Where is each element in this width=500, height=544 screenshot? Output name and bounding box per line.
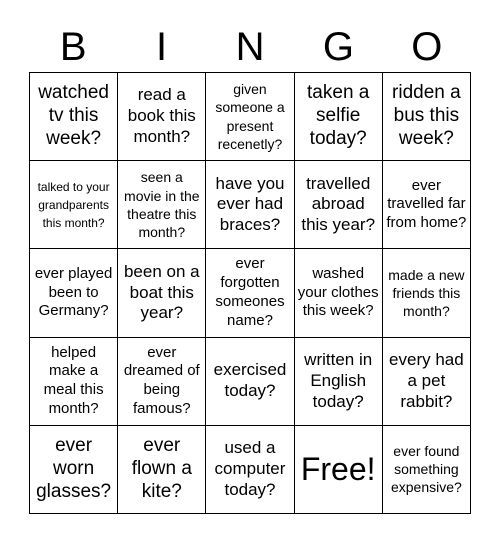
bingo-grid — [29, 72, 471, 514]
cell-text: talked to your grandparents this month? — [37, 179, 110, 230]
bingo-cell[interactable] — [295, 249, 383, 337]
bingo-cell[interactable] — [206, 249, 294, 337]
bingo-cell[interactable] — [118, 161, 206, 249]
bingo-cell[interactable] — [118, 73, 206, 161]
bingo-cell[interactable] — [206, 338, 294, 426]
cell-text: read a book this month? — [127, 85, 196, 146]
cell-text: watched tv this week? — [38, 82, 109, 149]
bingo-cell[interactable] — [206, 426, 294, 514]
bingo-cell[interactable] — [383, 338, 471, 426]
cell-text: every had a pet rabbit? — [389, 350, 464, 411]
cell-text: made a new friends this month? — [388, 266, 465, 320]
bingo-cell[interactable] — [118, 338, 206, 426]
header-letter-g: G — [322, 25, 354, 69]
bingo-cell[interactable] — [118, 249, 206, 337]
bingo-cell[interactable] — [30, 426, 118, 514]
bingo-cell[interactable] — [295, 161, 383, 249]
bingo-cell[interactable] — [383, 249, 471, 337]
header-letter-o: O — [411, 25, 443, 69]
bingo-cell[interactable] — [30, 338, 118, 426]
cell-text: have you ever had braces? — [215, 173, 285, 235]
cell-text: washed your clothes this week? — [297, 264, 379, 320]
bingo-cell[interactable] — [118, 426, 206, 514]
cell-text: exercised today? — [213, 360, 287, 401]
cell-text: helped make a meal this month? — [43, 343, 104, 417]
cell-text: been on a boat this year? — [123, 261, 200, 323]
cell-text: ever played been to Germany? — [34, 264, 113, 320]
bingo-cell[interactable] — [383, 426, 471, 514]
bingo-cell[interactable] — [30, 249, 118, 337]
cell-text: ever worn glasses? — [36, 435, 112, 502]
cell-text: used a computer today? — [214, 438, 286, 499]
bingo-cell[interactable] — [30, 161, 118, 249]
bingo-cell[interactable] — [206, 73, 294, 161]
cell-text: ever dreamed of being famous? — [123, 343, 200, 417]
header-letter-n: N — [235, 25, 265, 69]
cell-text: ridden a bus this week? — [392, 82, 461, 149]
bingo-cell[interactable] — [383, 161, 471, 249]
cell-text: given someone a present recenetly? — [215, 81, 285, 152]
bingo-cell[interactable] — [30, 73, 118, 161]
cell-text: seen a movie in the theatre this month? — [124, 169, 200, 240]
cell-text: written in English today? — [304, 350, 373, 411]
bingo-cell[interactable] — [206, 161, 294, 249]
cell-text: ever forgotten someones name? — [215, 255, 285, 329]
header-letter-b: B — [59, 25, 87, 69]
cell-text: ever found something expensive? — [390, 443, 462, 496]
bingo-header — [29, 22, 471, 72]
cell-text: ever flown a kite? — [131, 435, 192, 502]
bingo-cell[interactable] — [295, 73, 383, 161]
free-space-cell[interactable] — [295, 426, 383, 514]
bingo-cell[interactable] — [383, 73, 471, 161]
header-letter-i: I — [156, 25, 168, 69]
cell-text: travelled abroad this year? — [301, 173, 376, 235]
cell-text: ever travelled far from home? — [386, 176, 467, 232]
free-space-text: Free! — [300, 450, 376, 487]
cell-text: taken a selfie today? — [307, 82, 370, 149]
bingo-cell[interactable] — [295, 338, 383, 426]
